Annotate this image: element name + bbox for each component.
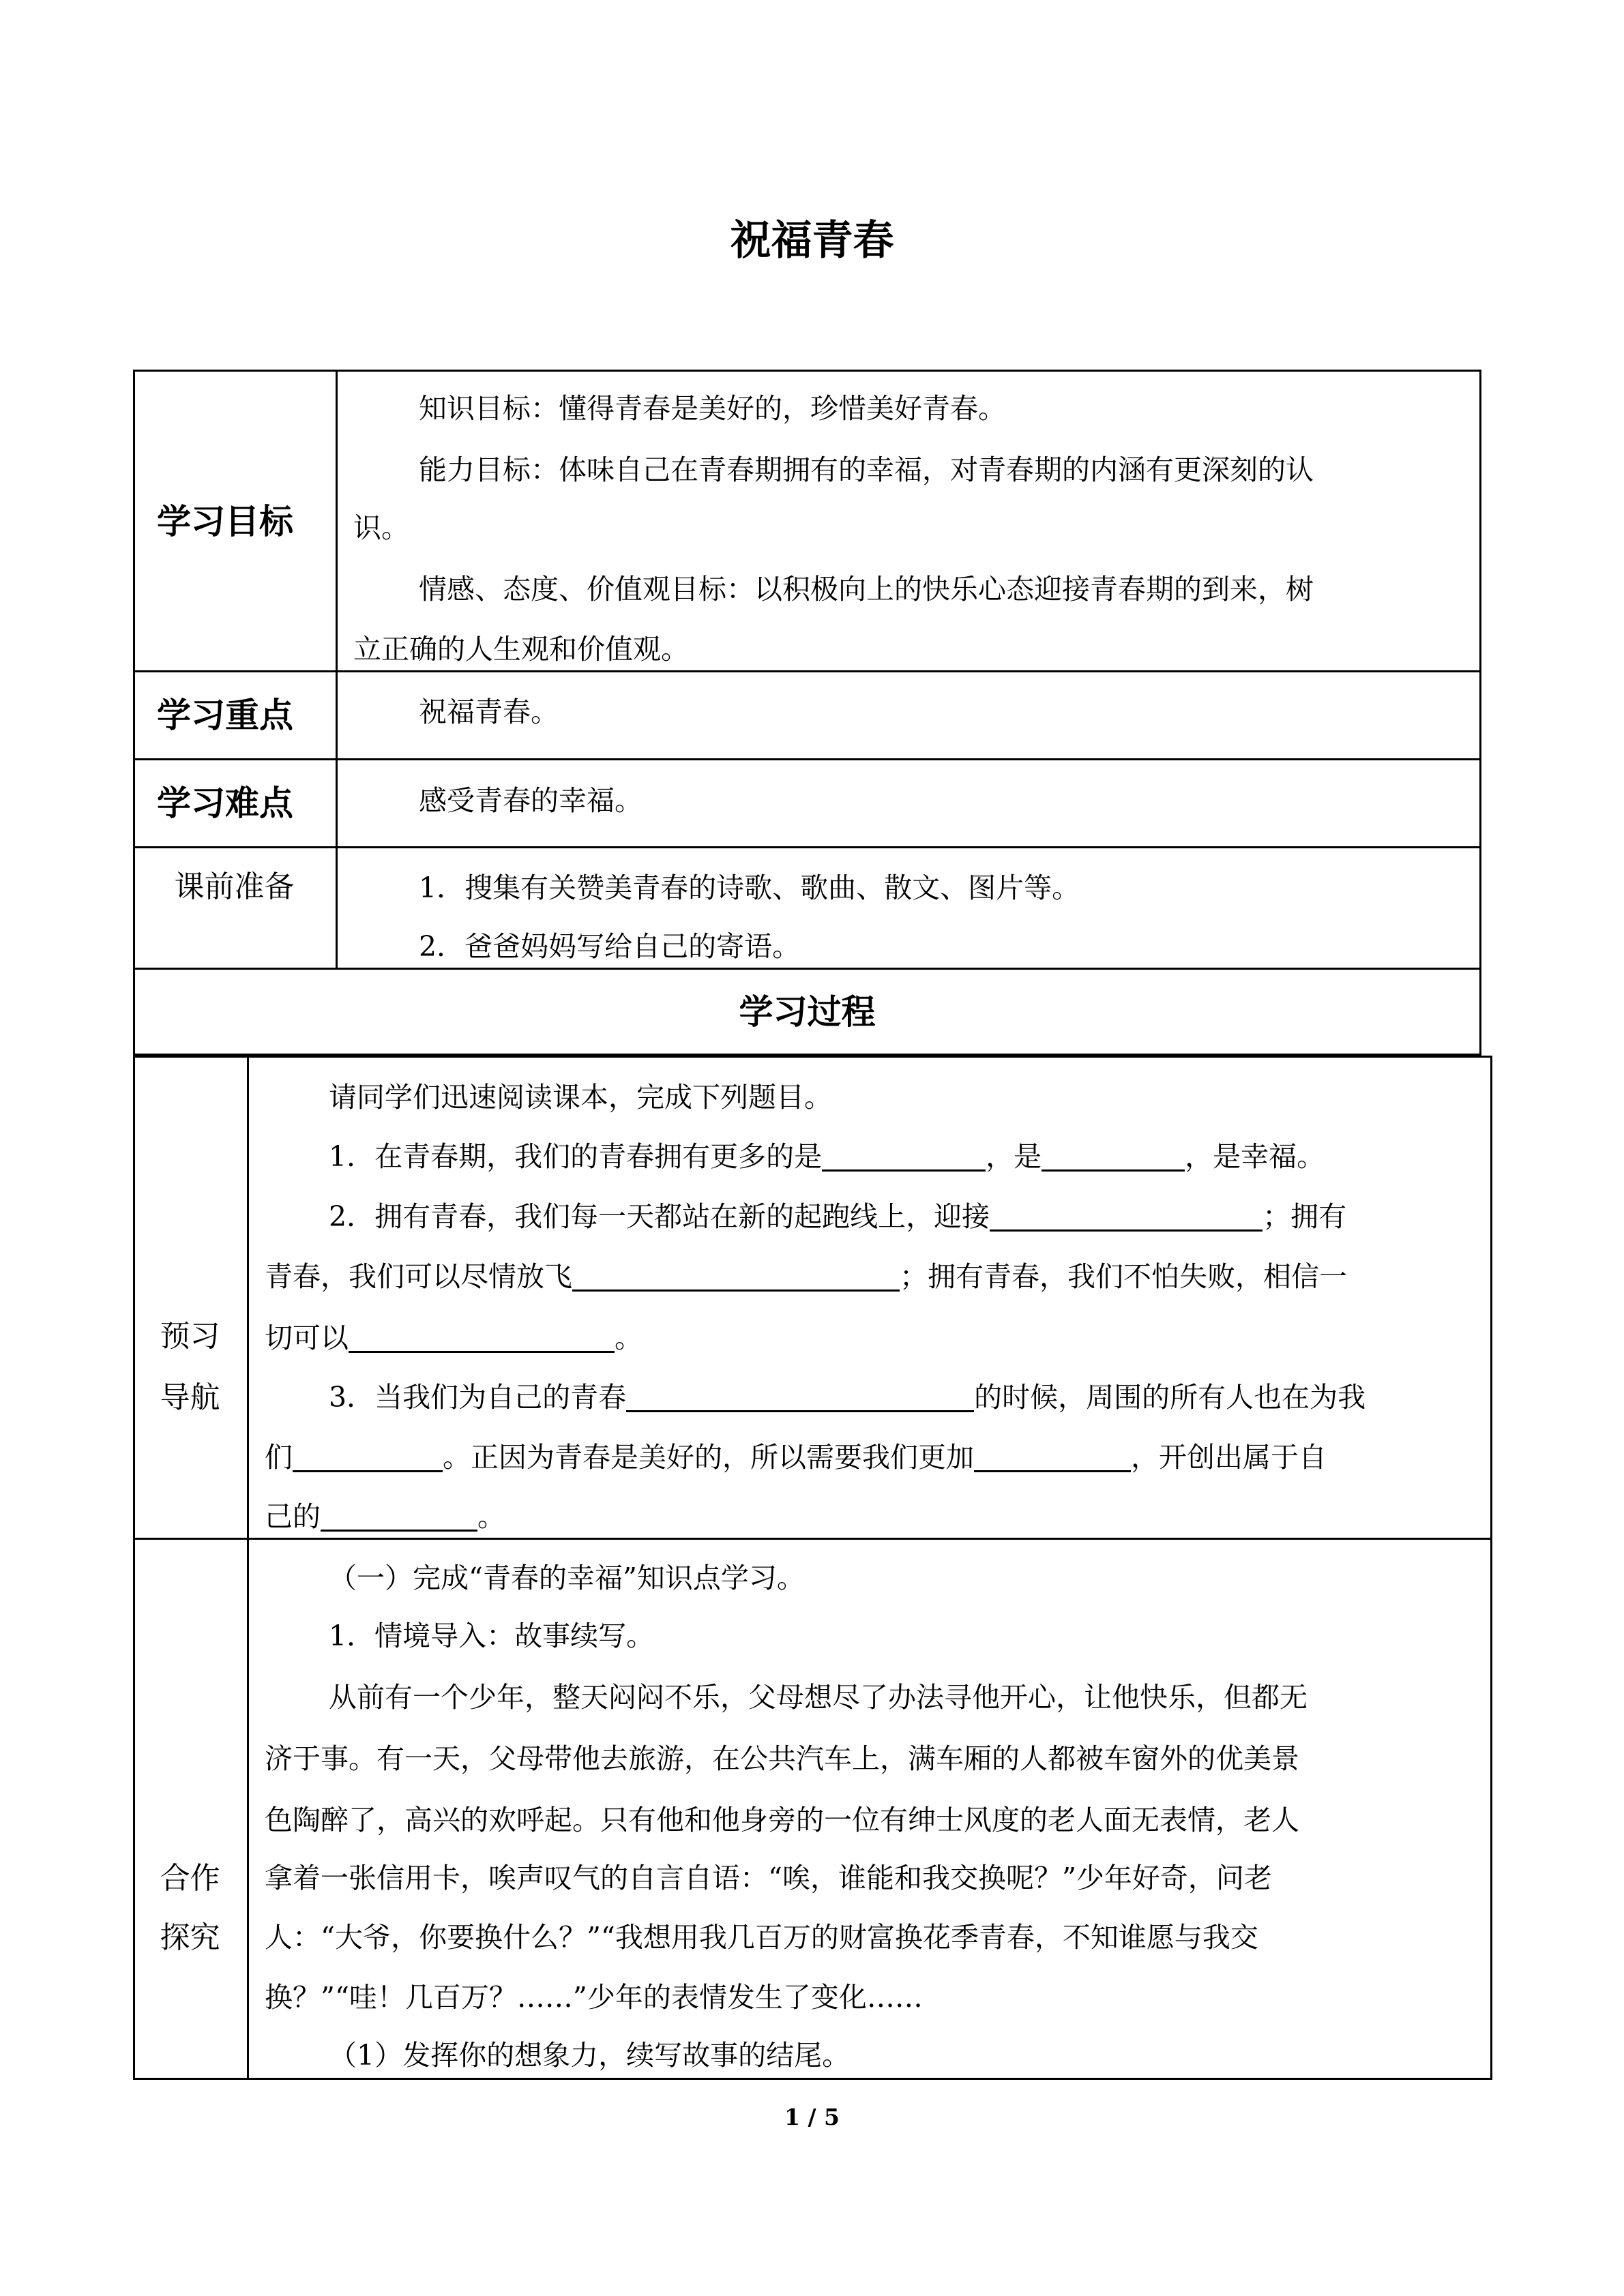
explore-line: （一）完成“青春的幸福”知识点学习。 xyxy=(329,1562,805,1594)
process-heading: 学习过程 xyxy=(739,992,876,1032)
answer-blank[interactable] xyxy=(349,1320,615,1353)
preparation-item: 1．搜集有关赞美青春的诗歌、歌曲、散文、图片等。 xyxy=(419,871,1080,904)
objectives-line: 立正确的人生观和价值观。 xyxy=(353,633,689,666)
explore-label: 探究 xyxy=(160,1920,220,1955)
explore-line: 济于事。有一天，父母带他去旅游，在公共汽车上，满车厢的人都被车窗外的优美景 xyxy=(265,1742,1299,1775)
question-text: ；拥有 xyxy=(1263,1200,1347,1233)
difficulty-label: 学习难点 xyxy=(157,784,293,823)
objectives-label: 学习目标 xyxy=(157,502,293,541)
question-text: 。正因为青春是美好的，所以需要我们更加 xyxy=(443,1441,974,1474)
preview-question-2-cont xyxy=(265,1308,643,1368)
question-text: 青春，我们可以尽情放飞 xyxy=(265,1260,572,1293)
key-point-label: 学习重点 xyxy=(157,696,293,735)
preparation-item: 2．爸爸妈妈写给自己的寄语。 xyxy=(419,930,801,963)
explore-line: 从前有一个少年，整天闷闷不乐，父母想尽了办法寻他开心，让他快乐，但都无 xyxy=(329,1681,1308,1714)
question-text: ，是 xyxy=(986,1140,1042,1173)
row-divider xyxy=(133,670,1481,672)
page-title: 祝福青春 xyxy=(730,217,894,265)
answer-blank[interactable] xyxy=(1042,1138,1185,1172)
question-text: 。 xyxy=(477,1500,505,1533)
preview-question-2-cont xyxy=(265,1247,1347,1307)
question-text: 们 xyxy=(265,1441,293,1474)
question-text: ，开创出属于自 xyxy=(1131,1441,1327,1474)
preview-intro: 请同学们迅速阅读课本，完成下列题目。 xyxy=(329,1081,832,1114)
question-text: ，是幸福。 xyxy=(1185,1140,1325,1173)
explore-line: 色陶醉了，高兴的欢呼起。只有他和他身旁的一位有绅士风度的老人面无表情，老人 xyxy=(265,1804,1299,1836)
lower-table-column-divider xyxy=(247,1056,249,2080)
objectives-line: 情感、态度、价值观目标：以积极向上的快乐心态迎接青春期的到来，树 xyxy=(419,573,1314,606)
difficulty-text: 感受青春的幸福。 xyxy=(419,784,643,817)
objectives-line: 能力目标：体味自己在青春期拥有的幸福，对青春期的内涵有更深刻的认 xyxy=(419,453,1314,486)
explore-line: 人：“大爷，你要换什么？”“我想用我几百万的财富换花季青春，不知谁愿与我交 xyxy=(265,1921,1258,1954)
explore-line: 拿着一张信用卡，唉声叹气的自言自语：“唉，谁能和我交换呢？”少年好奇，问老 xyxy=(265,1862,1272,1894)
question-text: 切可以 xyxy=(265,1322,349,1354)
key-point-text: 祝福青春。 xyxy=(419,696,559,728)
question-text: 2．拥有青春，我们每一天都站在新的起跑线上，迎接 xyxy=(329,1200,990,1233)
question-text: 3．当我们为自己的青春 xyxy=(329,1381,627,1414)
preview-question-2 xyxy=(329,1187,1346,1247)
objectives-line: 识。 xyxy=(353,511,409,544)
question-text: 的时候，周围的所有人也在为我 xyxy=(974,1381,1366,1414)
preparation-label: 课前准备 xyxy=(174,869,295,904)
preview-question-3-cont xyxy=(265,1427,1327,1487)
row-divider xyxy=(133,846,1481,848)
answer-blank[interactable] xyxy=(293,1439,443,1472)
answer-blank[interactable] xyxy=(572,1258,900,1292)
upper-table-column-divider xyxy=(336,370,338,968)
answer-blank[interactable] xyxy=(626,1379,974,1412)
explore-line: （1）发挥你的想象力，续写故事的结尾。 xyxy=(329,2039,851,2072)
explore-line: 换？”“哇！几百万？……”少年的表情发生了变化…… xyxy=(265,1981,923,2014)
question-text: 。 xyxy=(615,1322,643,1354)
explore-line: 1．情境导入：故事续写。 xyxy=(329,1620,655,1652)
answer-blank[interactable] xyxy=(974,1439,1131,1472)
preview-question-3 xyxy=(329,1367,1365,1427)
question-text: ；拥有青春，我们不怕失败，相信一 xyxy=(900,1260,1347,1293)
answer-blank[interactable] xyxy=(321,1498,477,1532)
page-number: 1 / 5 xyxy=(784,2104,840,2130)
preview-question-3-cont xyxy=(265,1487,505,1547)
answer-blank[interactable] xyxy=(822,1138,986,1172)
objectives-line: 知识目标：懂得青春是美好的，珍惜美好青春。 xyxy=(419,392,1006,425)
preview-label: 导航 xyxy=(160,1380,220,1415)
explore-label: 合作 xyxy=(160,1861,220,1896)
preview-question-1 xyxy=(329,1127,1325,1187)
question-text: 1．在青春期，我们的青春拥有更多的是 xyxy=(329,1140,823,1173)
row-divider xyxy=(133,758,1481,760)
answer-blank[interactable] xyxy=(990,1198,1263,1232)
question-text: 己的 xyxy=(265,1500,321,1533)
preview-label: 预习 xyxy=(160,1319,220,1354)
